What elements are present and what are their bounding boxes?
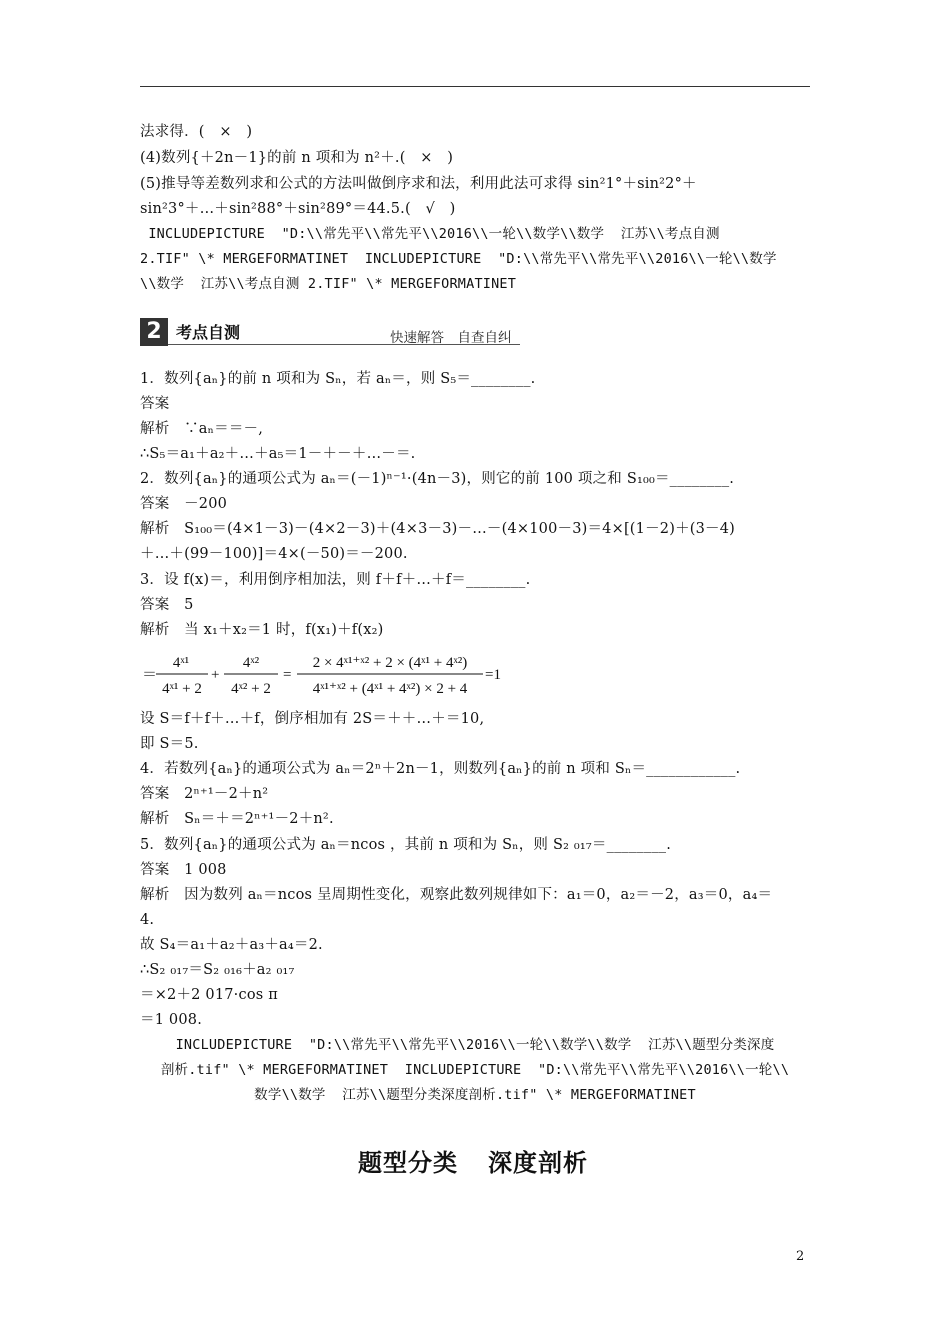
question-5: 5．数列{aₙ}的通项公式为 aₙ＝ncos ，其前 n 项和为 Sₙ，则 S₂ ₀₁₇＝________. [140, 837, 672, 853]
section-heading-left: 题型分类 [358, 1149, 458, 1177]
solution-2-line: 解析 S₁₀₀＝(4×1－3)－(4×2－3)＋(4×3－3)－…－(4×100－3)＝4×[(1－2)＋(3－4) [140, 521, 736, 537]
solution-1-line: ∴S₅＝a₁＋a₂＋…＋a₅＝1－＋－＋…－＝. [140, 446, 416, 462]
solution-5-line: ＝1 008. [140, 1012, 203, 1028]
solution-5-line: 解析 因为数列 aₙ＝ncos 呈周期性变化，观察此数列规律如下：a₁＝0，a₂＝－2，a₃＝0，a₄＝ [140, 887, 773, 903]
section-heading-right: 深度剖析 [488, 1149, 588, 1177]
solution-5-line: 4. [140, 912, 155, 928]
solution-2-line: ＋…＋(99－100)]＝4×(－50)＝－200. [140, 546, 408, 562]
field-code-line: 2.TIF" \* MERGEFORMATINET INCLUDEPICTURE "D:\\常先平\\常先平\\2016\\一轮\\数学 [140, 251, 777, 267]
solution-1-line: 解析 ∵aₙ＝＝－, [140, 421, 264, 437]
denominator-1: 4ˣ¹ + 2 [162, 681, 202, 697]
text-line: (4)数列{＋2n－1}的前 n 项和为 n²＋.( × ) [140, 150, 454, 166]
denominator-2: 4ˣ² + 2 [231, 681, 271, 697]
field-code-line: INCLUDEPICTURE "D:\\常先平\\常先平\\2016\\一轮\\数学\\数学 江苏\\题型分类深度 [175, 1037, 775, 1053]
formula-plus: + [211, 667, 220, 683]
numerator-3: 2 × 4ˣ¹⁺ˣ² + 2 × (4ˣ¹ + 4ˣ²) [312, 655, 468, 671]
field-code-line: 数学\\数学 江苏\\题型分类深度剖析.tif" \* MERGEFORMATINET [254, 1087, 696, 1103]
numerator-2: 4ˣ² [242, 655, 260, 671]
numerator-1: 4ˣ¹ [172, 655, 190, 671]
solution-4-line: 解析 Sₙ＝＋＝2ⁿ⁺¹－2＋n². [140, 811, 334, 827]
header-rule [140, 86, 810, 87]
answer-1: 答案 [140, 396, 170, 412]
field-code-line: \\数学 江苏\\考点自测 2.TIF" \* MERGEFORMATINET [140, 276, 517, 292]
question-2: 2．数列{aₙ}的通项公式为 aₙ＝(－1)ⁿ⁻¹·(4n－3)，则它的前 100 项之和 S₁₀₀＝________. [140, 471, 735, 487]
formula-equals: = [283, 667, 292, 683]
field-code-line: 剖析.tif" \* MERGEFORMATINET INCLUDEPICTURE "D:\\常先平\\常先平\\2016\\一轮\\ [160, 1062, 790, 1078]
fraction-formula [140, 646, 560, 702]
section-banner [140, 318, 520, 346]
answer-5: 答案 1 008 [140, 862, 227, 878]
solution-3-line: 即 S＝5. [140, 736, 199, 752]
solution-3-line: 解析 当 x₁＋x₂＝1 时，f(x₁)＋f(x₂) [140, 622, 384, 638]
banner-underline [168, 344, 520, 345]
solution-5-line: ∴S₂ ₀₁₇＝S₂ ₀₁₆＋a₂ ₀₁₇ [140, 962, 295, 978]
answer-2: 答案 －200 [140, 496, 228, 512]
denominator-3: 4ˣ¹⁺ˣ² + (4ˣ¹ + 4ˣ²) × 2 + 4 [312, 681, 468, 697]
formula-tail: =1 [485, 667, 501, 683]
solution-3-line: 设 S＝f＋f＋…＋f，倒序相加有 2S＝＋＋…＋＝10, [140, 711, 485, 727]
answer-3: 答案 5 [140, 597, 194, 613]
section-subtitle: 快速解答 自查自纠 [390, 330, 512, 346]
text-line: (5)推导等差数列求和公式的方法叫做倒序求和法，利用此法可求得 sin²1°＋sin²2°＋ [140, 176, 697, 192]
text-line: sin²3°＋…＋sin²88°＋sin²89°＝44.5.( √ ) [140, 201, 456, 217]
field-code-line: INCLUDEPICTURE "D:\\常先平\\常先平\\2016\\一轮\\数学\\数学 江苏\\考点自测 [140, 226, 720, 242]
section-number: 2 [140, 318, 168, 346]
section-title: 考点自测 [176, 323, 241, 342]
page-number: 2 [796, 1249, 805, 1264]
text-line: 法求得．( × ) [140, 124, 253, 140]
solution-5-line: ＝×2＋2 017·cos π [140, 987, 278, 1003]
question-4: 4．若数列{aₙ}的通项公式为 aₙ＝2ⁿ＋2n－1，则数列{aₙ}的前 n 项和 Sₙ＝____________. [140, 761, 741, 777]
formula-lead: ＝ [142, 667, 158, 683]
question-1: 1．数列{aₙ}的前 n 项和为 Sₙ，若 aₙ＝，则 S₅＝________. [140, 371, 536, 387]
question-3: 3．设 f(x)＝，利用倒序相加法，则 f＋f＋…＋f＝________. [140, 572, 531, 588]
solution-5-line: 故 S₄＝a₁＋a₂＋a₃＋a₄＝2. [140, 937, 323, 953]
answer-4: 答案 2ⁿ⁺¹－2＋n² [140, 786, 269, 802]
